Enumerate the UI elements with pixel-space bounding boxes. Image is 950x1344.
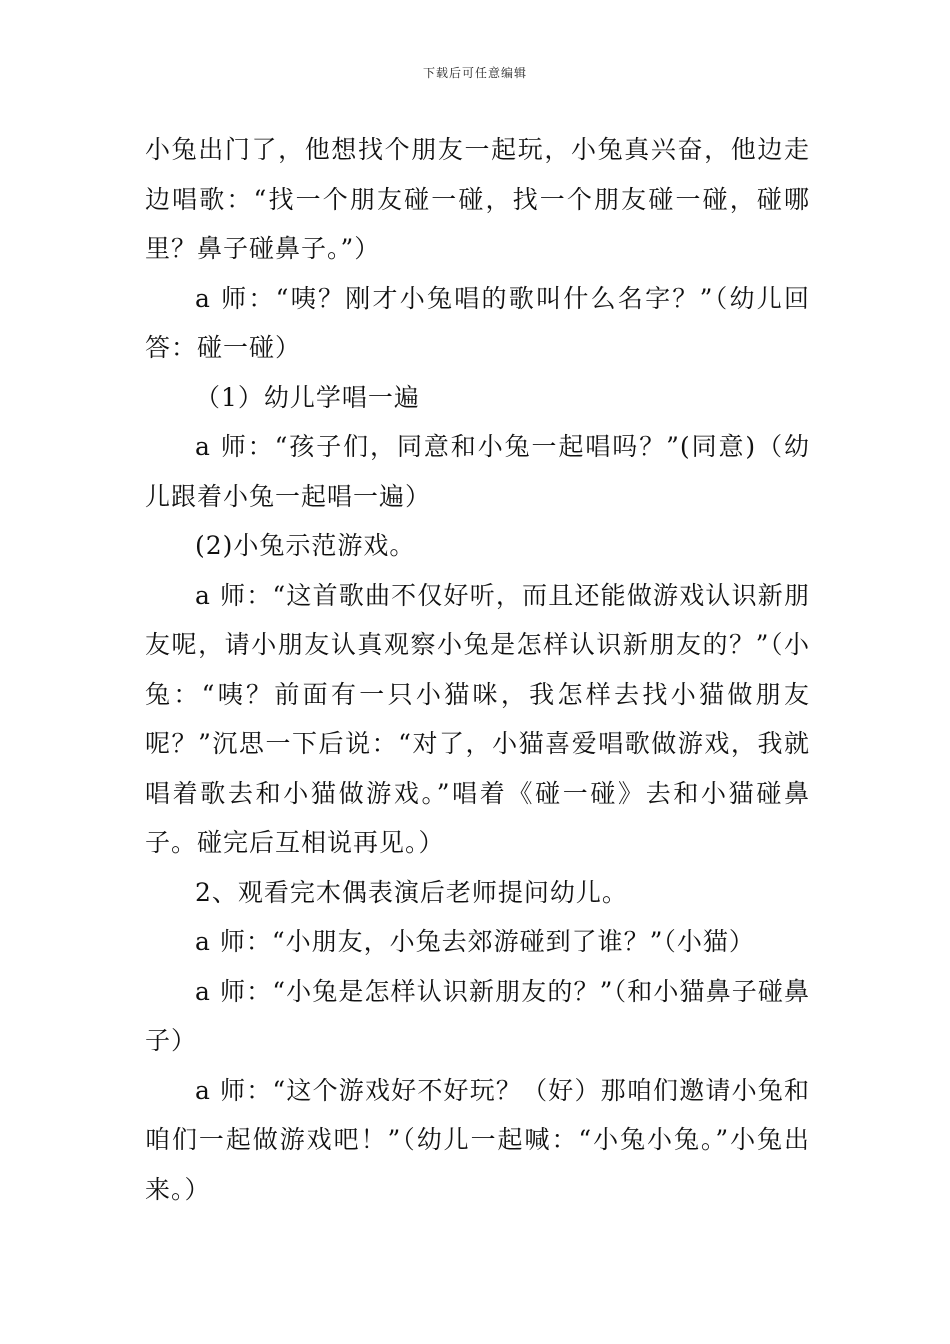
document-body [145, 125, 810, 1214]
paragraph: a 师：“孩子们，同意和小兔一起唱吗？”(同意)（幼儿跟着小兔一起唱一遍） [145, 432, 810, 511]
page-header-note: 下载后可任意编辑 [422, 66, 527, 80]
paragraph: （1）幼儿学唱一遍 [195, 382, 420, 412]
paragraph: a 师：“这个游戏好不好玩？（好）那咱们邀请小兔和咱们一起做游戏吧！”（幼儿一起喊：“小兔小兔。”小兔出来。） [145, 1075, 810, 1204]
paragraph: a 师：“这首歌曲不仅好听，而且还能做游戏认识新朋友呢，请小朋友认真观察小兔是怎样认识新朋友的？”（小兔：“咦？前面有一只小猫咪，我怎样去找小猫做朋友呢？”沉思一下后说：“对了，小猫喜爱唱歌做游戏，我就唱着歌去和小猫做游戏。”唱着《碰一碰》去和小猫碰鼻子。碰完后互相说再见。） [145, 580, 810, 857]
paragraph: (2)小兔示范游戏。 [195, 531, 416, 560]
paragraph: a 师：“小朋友，小兔去郊游碰到了谁？”（小猫） [195, 927, 755, 956]
paragraph: 2、观看完木偶表演后老师提问幼儿。 [195, 877, 628, 907]
paragraph: a 师：“咦？刚才小兔唱的歌叫什么名字？”（幼儿回答：碰一碰） [145, 283, 810, 362]
paragraph: 小兔出门了，他想找个朋友一起玩，小兔真兴奋，他边走边唱歌：“找一个朋友碰一碰，找一个朋友碰一碰，碰哪里？鼻子碰鼻子。”） [145, 135, 810, 263]
paragraph: a 师：“小兔是怎样认识新朋友的？”（和小猫鼻子碰鼻子） [145, 976, 810, 1055]
